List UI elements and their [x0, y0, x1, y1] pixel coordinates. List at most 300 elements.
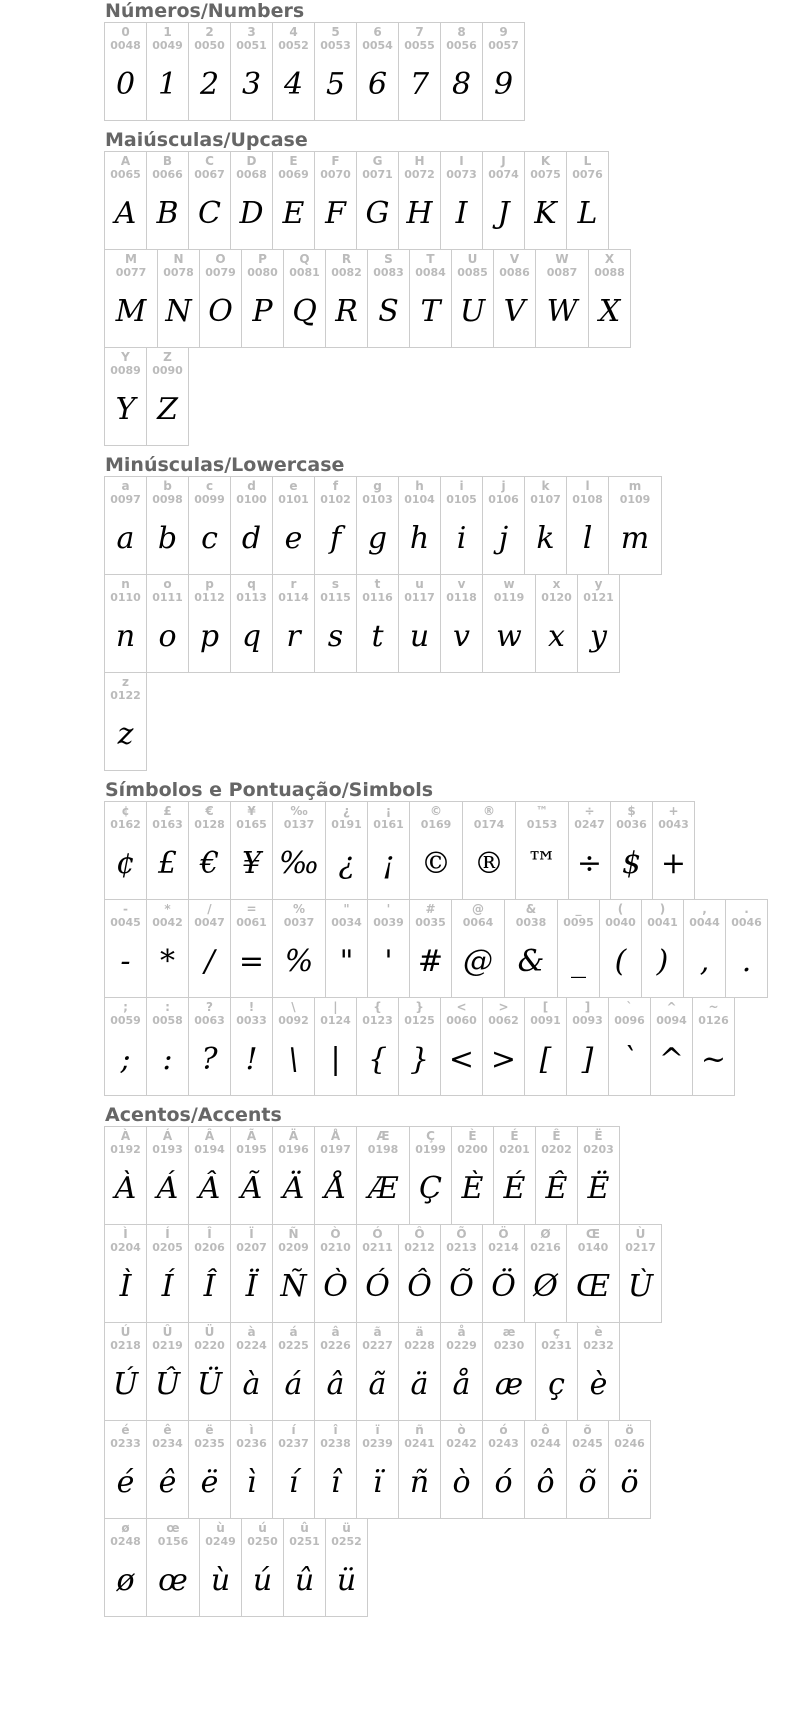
- glyph-sample: F: [325, 196, 346, 231]
- glyph-cell: [566, 1224, 620, 1323]
- glyph-cell: [367, 249, 410, 348]
- char-code: 0125: [404, 1014, 435, 1027]
- glyph-cell: [650, 997, 693, 1096]
- char-code: 0061: [236, 916, 267, 929]
- glyph-cell: [188, 1322, 231, 1421]
- char-code: 0219: [152, 1339, 183, 1352]
- glyph-cell: [524, 997, 567, 1096]
- glyph-sample: _: [571, 944, 586, 979]
- char-code: 0076: [572, 168, 603, 181]
- char-code: 0104: [404, 493, 435, 506]
- glyph-row: [105, 476, 800, 575]
- glyph-row: [105, 347, 800, 446]
- glyph-sample: E: [282, 196, 305, 231]
- section-title: Maiúsculas/Upcase: [105, 129, 308, 151]
- char-code: 0225: [278, 1339, 309, 1352]
- glyph-sample: 7: [409, 67, 430, 102]
- glyph-cell: [356, 151, 399, 250]
- char-label: t: [374, 577, 381, 591]
- char-code: 0245: [572, 1437, 603, 1450]
- glyph-cell: [283, 249, 326, 348]
- section: [105, 454, 800, 771]
- char-code: 0229: [446, 1339, 477, 1352]
- char-label: {: [373, 1000, 382, 1014]
- glyph-sample: Ä: [282, 1171, 305, 1206]
- char-label: å: [457, 1325, 466, 1339]
- char-label: _: [575, 902, 582, 916]
- glyph-cell: [104, 476, 147, 575]
- glyph-cell: [356, 22, 399, 121]
- glyph-cell: [367, 801, 410, 900]
- glyph-sample: î: [330, 1465, 341, 1500]
- glyph-cell: [482, 22, 525, 121]
- char-code: 0102: [320, 493, 351, 506]
- char-code: 0116: [362, 591, 393, 604]
- glyph-sample: Ô: [407, 1269, 432, 1304]
- char-label: j: [501, 479, 506, 493]
- char-label: d: [247, 479, 256, 493]
- glyph-cell: [188, 899, 231, 998]
- glyph-cell: [440, 476, 483, 575]
- glyph-sample: ë: [200, 1465, 219, 1500]
- glyph-sample: í: [288, 1465, 299, 1500]
- glyph-cell: [230, 151, 273, 250]
- glyph-cell: [314, 574, 357, 673]
- char-code: 0153: [526, 818, 558, 831]
- char-label: ÷: [584, 804, 595, 818]
- glyph-cell: [515, 801, 569, 900]
- char-label: H: [414, 154, 425, 168]
- char-code: 0156: [157, 1535, 189, 1548]
- glyph-cell: [272, 899, 326, 998]
- glyph-cell: [146, 347, 189, 446]
- glyph-cell: [146, 1420, 189, 1519]
- glyph-cell: [440, 1420, 483, 1519]
- char-label: î: [333, 1423, 338, 1437]
- char-label: }: [415, 1000, 424, 1014]
- char-code: 0057: [488, 39, 519, 52]
- char-label: 3: [247, 25, 256, 39]
- char-label: ä: [415, 1325, 424, 1339]
- section-title: Números/Numbers: [105, 0, 305, 22]
- char-code: 0051: [236, 39, 267, 52]
- char-code: 0192: [110, 1143, 141, 1156]
- glyph-sample: j: [498, 521, 509, 556]
- glyph-cell: [230, 476, 273, 575]
- glyph-sample: é: [116, 1465, 135, 1500]
- char-code: 0235: [194, 1437, 225, 1450]
- glyph-sample: h: [409, 521, 430, 556]
- char-code: 0250: [247, 1535, 278, 1548]
- char-code: 0196: [278, 1143, 309, 1156]
- char-label: /: [207, 902, 212, 916]
- glyph-cell: [146, 476, 189, 575]
- glyph-sample: Y: [115, 392, 136, 427]
- char-label: K: [540, 154, 551, 168]
- glyph-cell: [398, 1420, 441, 1519]
- char-code: 0080: [247, 266, 278, 279]
- glyph-sample: ò: [452, 1465, 471, 1500]
- char-code: 0089: [110, 364, 141, 377]
- char-label: W: [555, 252, 569, 266]
- char-code: 0098: [152, 493, 183, 506]
- char-code: 0064: [462, 916, 494, 929]
- glyph-cell: [146, 801, 189, 900]
- glyph-sample: z: [117, 717, 134, 752]
- char-label: Ù: [635, 1227, 646, 1241]
- char-label: J: [501, 154, 506, 168]
- char-label: ô: [541, 1423, 550, 1437]
- glyph-sample: À: [114, 1171, 137, 1206]
- char-code: 0226: [320, 1339, 351, 1352]
- char-label: £: [163, 804, 172, 818]
- char-label: ë: [205, 1423, 214, 1437]
- char-label: Ã: [246, 1129, 257, 1143]
- glyph-sample: Ó: [365, 1269, 390, 1304]
- char-label: ö: [625, 1423, 634, 1437]
- char-label: O: [215, 252, 226, 266]
- glyph-sample: œ: [158, 1563, 188, 1598]
- char-label: ø: [121, 1521, 130, 1535]
- glyph-sample: W: [546, 294, 578, 329]
- char-code: 0052: [278, 39, 309, 52]
- char-label: f: [332, 479, 339, 493]
- char-code: 0231: [541, 1339, 572, 1352]
- char-code: 0046: [731, 916, 762, 929]
- char-code: 0113: [236, 591, 267, 604]
- glyph-row: [105, 672, 800, 771]
- char-label: ò: [457, 1423, 466, 1437]
- glyph-sample: Ë: [587, 1171, 610, 1206]
- glyph-cell: [188, 1420, 231, 1519]
- char-label: è: [594, 1325, 603, 1339]
- char-label: ": [343, 902, 350, 916]
- char-code: 0095: [563, 916, 594, 929]
- glyph-cell: [440, 574, 483, 673]
- char-label: %: [292, 902, 306, 916]
- char-label: Ü: [204, 1325, 215, 1339]
- char-code: 0234: [152, 1437, 183, 1450]
- char-code: 0079: [205, 266, 236, 279]
- char-label: <: [456, 1000, 467, 1014]
- glyph-cell: [577, 1126, 620, 1225]
- glyph-sample: £: [157, 846, 178, 881]
- glyph-sample: R: [335, 294, 358, 329]
- glyph-cell: [409, 801, 463, 900]
- char-label: 1: [163, 25, 172, 39]
- glyph-cell: [314, 997, 357, 1096]
- char-label: È: [468, 1129, 477, 1143]
- char-label: é: [121, 1423, 130, 1437]
- glyph-cell: [146, 1224, 189, 1323]
- char-code: 0228: [404, 1339, 435, 1352]
- char-label: h: [415, 479, 424, 493]
- char-code: 0137: [283, 818, 315, 831]
- glyph-sample: Ç: [419, 1171, 442, 1206]
- char-label: |: [333, 1000, 338, 1014]
- char-label: $: [627, 804, 636, 818]
- glyph-row: [105, 1518, 800, 1617]
- glyph-cell: [451, 1126, 494, 1225]
- char-label: Ô: [414, 1227, 425, 1241]
- glyph-row: [105, 1224, 800, 1323]
- char-code: 0246: [614, 1437, 645, 1450]
- glyph-cell: [608, 1420, 651, 1519]
- char-code: 0074: [488, 168, 519, 181]
- char-label: B: [162, 154, 173, 168]
- glyph-cell: [272, 151, 315, 250]
- char-code: 0068: [236, 168, 267, 181]
- glyph-sample: ö: [620, 1465, 639, 1500]
- glyph-cell: [566, 1420, 609, 1519]
- glyph-cell: [451, 899, 505, 998]
- glyph-sample: æ: [494, 1367, 524, 1402]
- char-label: 7: [415, 25, 424, 39]
- char-label: :: [165, 1000, 170, 1014]
- glyph-cell: [398, 574, 441, 673]
- char-label: ¢: [121, 804, 130, 818]
- char-code: 0078: [163, 266, 194, 279]
- char-label: Ó: [372, 1227, 383, 1241]
- section: [105, 1104, 800, 1617]
- char-code: 0220: [194, 1339, 225, 1352]
- glyph-sample: ,: [699, 944, 710, 979]
- glyph-row: [105, 997, 800, 1096]
- glyph-cell: [230, 22, 273, 121]
- glyph-cell: [188, 22, 231, 121]
- char-label: w: [503, 577, 515, 591]
- char-code: 0202: [541, 1143, 572, 1156]
- glyph-cell: [462, 801, 516, 900]
- char-code: 0056: [446, 39, 477, 52]
- glyph-cell: [482, 1224, 525, 1323]
- char-code: 0058: [152, 1014, 183, 1027]
- char-code: 0243: [488, 1437, 519, 1450]
- char-code: 0200: [457, 1143, 488, 1156]
- char-label: P: [258, 252, 267, 266]
- glyph-cell: [188, 574, 231, 673]
- char-code: 0214: [488, 1241, 519, 1254]
- char-code: 0227: [362, 1339, 393, 1352]
- char-label: U: [467, 252, 478, 266]
- glyph-cell: [440, 22, 483, 121]
- glyph-cell: [104, 899, 147, 998]
- glyph-sample: k: [536, 521, 555, 556]
- glyph-cell: [314, 1126, 357, 1225]
- char-code: 0091: [530, 1014, 561, 1027]
- glyph-cell: [230, 801, 273, 900]
- char-code: 0101: [278, 493, 309, 506]
- char-label: ¥: [247, 804, 256, 818]
- char-label: c: [205, 479, 214, 493]
- char-label: o: [163, 577, 172, 591]
- char-code: 0174: [473, 818, 505, 831]
- glyph-sample: 3: [241, 67, 262, 102]
- glyph-cell: [230, 1420, 273, 1519]
- glyph-cell: [272, 574, 315, 673]
- glyph-cell: [440, 1322, 483, 1421]
- glyph-sample: È: [461, 1171, 484, 1206]
- glyph-cell: [356, 1126, 410, 1225]
- char-code: 0092: [278, 1014, 309, 1027]
- char-label: Î: [207, 1227, 212, 1241]
- glyph-sample: Ø: [533, 1269, 558, 1304]
- char-code: 0115: [320, 591, 351, 604]
- char-code: 0082: [331, 266, 362, 279]
- glyph-sample: *: [160, 944, 175, 979]
- glyph-sample: i: [456, 521, 467, 556]
- char-label: m: [628, 479, 642, 493]
- glyph-cell: [482, 997, 525, 1096]
- char-code: 0213: [446, 1241, 477, 1254]
- char-code: 0237: [278, 1437, 309, 1450]
- glyph-sample: >: [490, 1042, 517, 1077]
- char-label: r: [290, 577, 297, 591]
- char-code: 0099: [194, 493, 225, 506]
- char-label: ®: [483, 804, 495, 818]
- char-label: N: [173, 252, 184, 266]
- char-label: 4: [289, 25, 298, 39]
- char-label: í: [291, 1423, 296, 1437]
- glyph-cell: [283, 1518, 326, 1617]
- char-label: +: [668, 804, 679, 818]
- glyph-cell: [104, 22, 147, 121]
- char-label: q: [247, 577, 256, 591]
- glyph-sample: .: [741, 944, 752, 979]
- glyph-cell: [325, 801, 368, 900]
- glyph-sample: U: [459, 294, 486, 329]
- char-label: p: [205, 577, 214, 591]
- glyph-sample: /: [204, 944, 215, 979]
- glyph-sample: ç: [548, 1367, 565, 1402]
- glyph-sample: ã: [368, 1367, 387, 1402]
- glyph-cell: [157, 249, 200, 348]
- char-code: 0119: [493, 591, 525, 604]
- char-code: 0037: [283, 916, 315, 929]
- char-code: 0073: [446, 168, 477, 181]
- glyph-sample: Ñ: [280, 1269, 307, 1304]
- glyph-cell: [451, 249, 494, 348]
- char-label: á: [289, 1325, 298, 1339]
- glyph-sample: ^: [658, 1042, 685, 1077]
- glyph-cell: [199, 1518, 242, 1617]
- glyph-sample: Õ: [449, 1269, 474, 1304]
- glyph-sample: g: [367, 521, 388, 556]
- glyph-sample: Ê: [545, 1171, 568, 1206]
- char-label: .: [744, 902, 749, 916]
- glyph-sample: Ã: [240, 1171, 263, 1206]
- glyph-sample: n: [115, 619, 136, 654]
- glyph-sample: ‰: [278, 846, 320, 881]
- glyph-cell: [356, 1420, 399, 1519]
- glyph-sample: v: [453, 619, 470, 654]
- char-code: 0210: [320, 1241, 351, 1254]
- char-code: 0060: [446, 1014, 477, 1027]
- glyph-sample: t: [371, 619, 384, 654]
- char-code: 0110: [110, 591, 141, 604]
- glyph-sample: ¥: [241, 846, 262, 881]
- glyph-sample: ¢: [115, 846, 136, 881]
- char-code: 0070: [320, 168, 351, 181]
- char-code: 0241: [404, 1437, 435, 1450]
- glyph-cell: [188, 1126, 231, 1225]
- char-label: M: [125, 252, 137, 266]
- glyph-cell: [356, 1224, 399, 1323]
- char-label: 2: [205, 25, 214, 39]
- glyph-sample: N: [165, 294, 192, 329]
- char-label: D: [246, 154, 257, 168]
- char-code: 0169: [420, 818, 452, 831]
- glyph-sample: [: [539, 1042, 552, 1077]
- char-label: n: [121, 577, 130, 591]
- glyph-sample: û: [294, 1563, 315, 1598]
- char-label: Å: [330, 1129, 341, 1143]
- glyph-sample: Û: [154, 1367, 181, 1402]
- char-label: ç: [552, 1325, 561, 1339]
- glyph-sample: {: [367, 1042, 388, 1077]
- glyph-sample: Å: [324, 1171, 347, 1206]
- char-code: 0053: [320, 39, 351, 52]
- glyph-cell: [356, 1322, 399, 1421]
- char-label: æ: [502, 1325, 516, 1339]
- glyph-cell: [440, 1224, 483, 1323]
- char-code: 0198: [367, 1143, 399, 1156]
- glyph-cell: [524, 476, 567, 575]
- glyph-sample: Ü: [196, 1367, 223, 1402]
- glyph-cell: [104, 1126, 147, 1225]
- char-label: Ä: [288, 1129, 299, 1143]
- char-label: -: [123, 902, 128, 916]
- char-code: 0088: [594, 266, 625, 279]
- char-code: 0108: [572, 493, 603, 506]
- char-code: 0055: [404, 39, 435, 52]
- char-label: ó: [499, 1423, 508, 1437]
- char-code: 0069: [278, 168, 309, 181]
- char-code: 0199: [415, 1143, 446, 1156]
- glyph-cell: [619, 1224, 662, 1323]
- char-label: ,: [702, 902, 707, 916]
- glyph-cell: [146, 22, 189, 121]
- char-code: 0191: [331, 818, 362, 831]
- char-label: ‰: [290, 804, 308, 818]
- char-label: E: [289, 154, 298, 168]
- glyph-row: [105, 249, 800, 348]
- glyph-sample: q: [241, 619, 262, 654]
- glyph-row: [105, 151, 800, 250]
- char-label: *: [164, 902, 171, 916]
- glyph-cell: [146, 997, 189, 1096]
- glyph-cell: [146, 1126, 189, 1225]
- glyph-sample: }: [409, 1042, 430, 1077]
- char-code: 0072: [404, 168, 435, 181]
- glyph-sample: Ì: [119, 1269, 132, 1304]
- glyph-sample: s: [327, 619, 344, 654]
- glyph-cell: [692, 997, 735, 1096]
- glyph-cell: [524, 151, 567, 250]
- char-label: 9: [499, 25, 508, 39]
- char-code: 0100: [236, 493, 267, 506]
- glyph-sample: X: [598, 294, 621, 329]
- glyph-cell: [104, 249, 158, 348]
- char-label: ú: [258, 1521, 267, 1535]
- glyph-sample: ñ: [409, 1465, 430, 1500]
- char-label: œ: [166, 1521, 180, 1535]
- glyph-sample: 5: [325, 67, 346, 102]
- glyph-row: [105, 899, 800, 998]
- glyph-sample: x: [548, 619, 565, 654]
- glyph-sample: &: [517, 944, 545, 979]
- glyph-sample: 6: [367, 67, 388, 102]
